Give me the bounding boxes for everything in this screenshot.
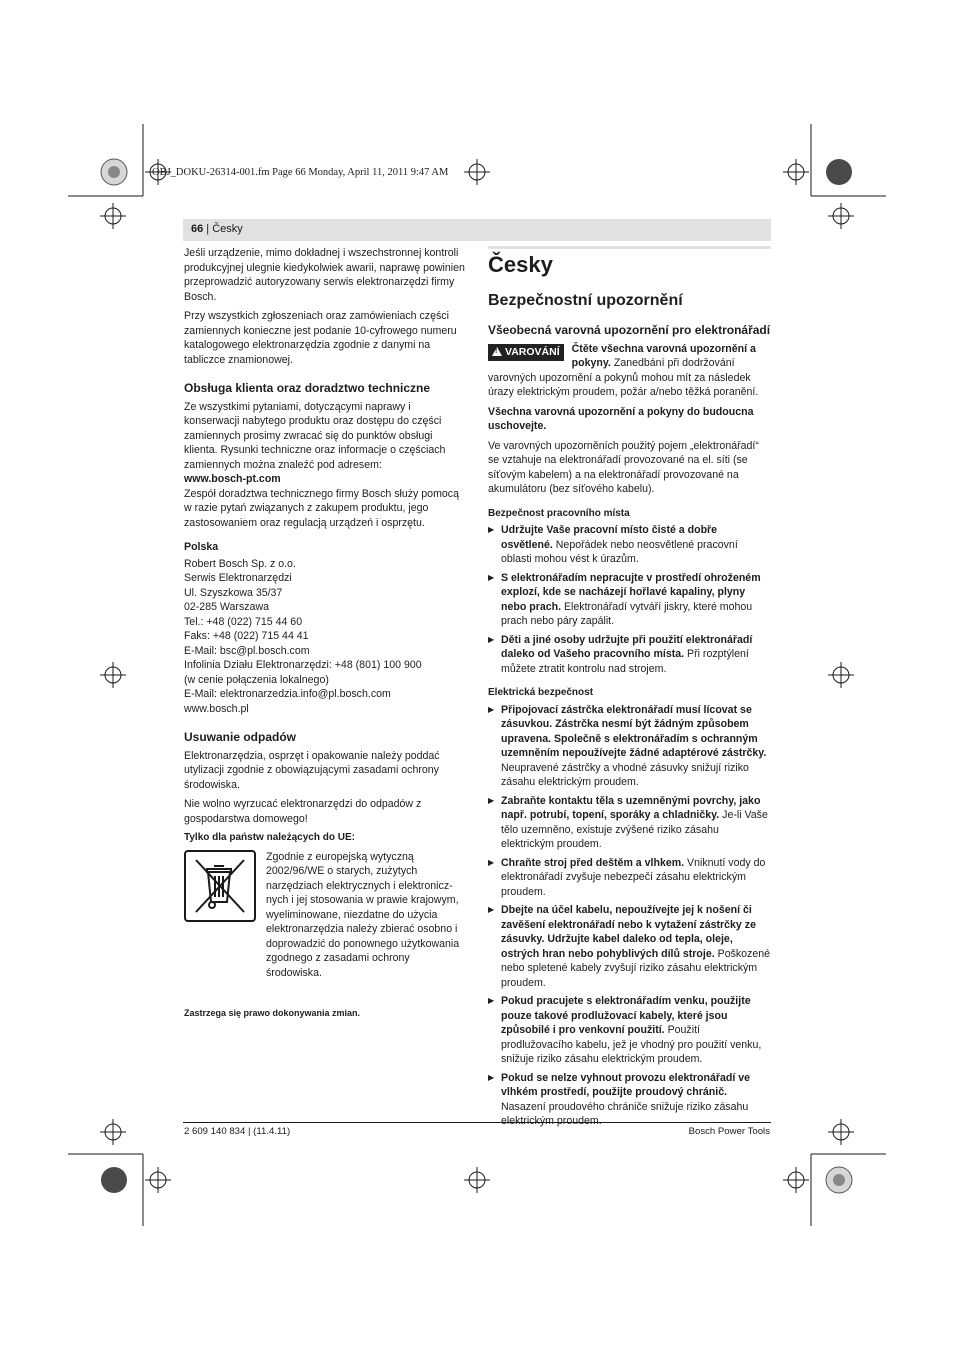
repair-paragraph: Jeśli urządzenie, mimo dokładnej i wszechstronnej kontroli produkcyjnej ulegnie kiedykolwiek awarii, naprawę powinien przeprowadzić autoryzowany serwis elektronarzędzi firmy Bosch. — [184, 247, 465, 303]
term-paragraph: Ve varovných upozorněních použitý pojem „elektronářadí“ se vztahuje na elektronářadí provozované na el. síti (se síťovým kabelem) a na elektronářadí provozované na akumulátoru (bez síťového kabelu). — [488, 439, 759, 495]
footer-divider — [183, 1122, 771, 1123]
address-line: Infolinia Działu Elektronarzędzi: +48 (801) 100 900 — [184, 659, 422, 671]
safety-heading: Bezpečnostní upozornění — [488, 292, 683, 309]
address-line: (w cenie połączenia lokalnego) — [184, 673, 329, 686]
warning-triangle-icon — [492, 347, 502, 356]
item-bold: Zabraňte kontaktu těla s uzemněnými povrchy, jako např. potrubí, topení, sporáky a chladničky. — [501, 794, 761, 821]
footer-brand: Bosch Power Tools — [688, 1126, 770, 1137]
section-title: Česky — [488, 252, 553, 277]
warning-paragraph — [488, 342, 771, 400]
weee-section — [184, 850, 466, 981]
list-item — [488, 1071, 771, 1129]
list-item — [488, 523, 771, 567]
keep-instructions: Všechna varovná upozornění a pokyny do budoucna uschovejte. — [488, 405, 754, 432]
item-bold: Připojovací zástrčka elektronářadí musí lícovat se zásuvkou. Zástrčka nesmí být žádným způsobem upravena. Společně s elektronářadím s ochranným uzemněním nepoužívejte žádné adaptérové zástrčky. — [501, 703, 767, 759]
country-heading: Polska — [184, 541, 219, 553]
address-line: Serwis Elektronarzędzi — [184, 572, 292, 584]
section-title-wrap — [488, 246, 771, 279]
item-text: Elektronářadí vytváří jiskry, které mohou prach nebo páry zapálit. — [501, 600, 753, 627]
header-text — [191, 223, 243, 235]
work-area-list — [488, 523, 771, 676]
list-item — [488, 794, 771, 852]
electrical-heading: Elektrická bezpečnost — [488, 687, 594, 698]
address-line: Faks: +48 (022) 715 44 41 — [184, 630, 309, 642]
disposal-heading: Usuwanie odpadów — [184, 730, 297, 744]
warning-label: VAROVÁNÍ — [505, 345, 560, 358]
disposal-paragraph: Elektronarzędzia, osprzęt i opakowanie należy poddać utylizacji zgodnie z obowiązującymi zasadami ochrony środowiska. — [184, 749, 440, 791]
item-text: Nasazení proudového chrániče snižuje riziko zásahu elektrickým proudem. — [501, 1100, 749, 1127]
header-separator: | — [203, 223, 213, 235]
warning-bold: Čtěte všechna varovná upozornění a pokyny. — [571, 342, 756, 369]
general-warnings-heading: Všeobecná varovná upozornění pro elektronářadí — [488, 323, 771, 337]
item-bold: Pokud se nelze vyhnout provozu elektronářadí ve vlhkém prostředí, použijte proudový chránič. — [501, 1071, 751, 1098]
item-text: Poškozené nebo spletené kabely zvyšují riziko zásahu elektrickým proudem. — [501, 947, 771, 989]
service-url[interactable]: www.bosch-pt.com — [184, 473, 281, 485]
list-item — [488, 856, 771, 900]
item-bold: Chraňte stroj před deštěm a vlhkem. — [501, 856, 685, 869]
list-item — [488, 571, 771, 629]
list-item — [488, 703, 771, 790]
address-line: 02-285 Warszawa — [184, 601, 269, 613]
address-line: Robert Bosch Sp. z o.o. — [184, 557, 296, 570]
item-bold: Pokud pracujete s elektronářadím venku, použijte pouze takové prodlužovací kabely, které jsou způsobilé i pro venkovní použití. — [501, 995, 751, 1036]
address-line: Ul. Szyszkowa 35/37 — [184, 586, 283, 599]
address-block — [184, 557, 466, 717]
address-line: www.bosch.pl — [184, 702, 249, 715]
header-language: Česky — [212, 223, 243, 235]
order-paragraph: Przy wszystkich zgłoszeniach oraz zamówieniach części zamiennych konieczne jest podanie 10-cyfrowego numeru katalogowego elektronarzędzia zgodnie z danymi na tabliczce znamionowej. — [184, 310, 457, 366]
item-bold: Děti a jiné osoby udržujte při použití elektronářadí daleko od Vašeho pracovního místa. — [501, 633, 753, 660]
right-column — [488, 246, 771, 1133]
item-text: Je-li Vaše tělo uzemněno, existuje zvýšené riziko zásahu elektrickým proudem. — [501, 809, 768, 850]
list-item — [488, 633, 771, 677]
item-text: Neupravené zástrčky a vhodné zásuvky snižují riziko zásahu elektrickým proudem. — [501, 761, 749, 788]
weee-text: Zgodnie z europejską wytyczną 2002/96/WE o starych, zużytych narzędziach elektrycznych i elektronicz-nych i jej stosowania w prawie krajowym, wyeliminowane, niezdatne do użycia elektronarzędzia należy zbierać osobno i doprowadzić do ponownego użytkowania zgodnego z zasadami ochrony środowiska. — [266, 850, 460, 979]
list-item — [488, 994, 771, 1067]
reserve-notice: Zastrzega się prawo dokonywania zmian. — [184, 1008, 361, 1018]
page-header — [183, 219, 771, 241]
list-item — [488, 903, 771, 990]
address-line: Tel.: +48 (022) 715 44 60 — [184, 615, 303, 628]
item-text: Použití prodlužovacího kabelu, jež je vhodný pro použití venku, snižuje riziko zásahu elektrickým proudem. — [501, 1024, 762, 1065]
crossed-out-wheeled-bin-icon — [184, 850, 256, 922]
page-number: 66 — [191, 223, 204, 235]
item-bold: S elektronářadím nepracujte v prostředí ohroženém explozí, kde se nacházejí hořlavé kapaliny, plyny nebo prach. — [501, 571, 761, 613]
left-column — [184, 246, 466, 1021]
address-line: E-Mail: bsc@pl.bosch.com — [184, 644, 310, 657]
service-heading: Obsługa klienta oraz doradztwo techniczne — [184, 381, 431, 395]
item-text: Vniknutí vody do elektronářadí zvyšuje nebezpečí zásahu elektrickým proudem. — [501, 856, 766, 898]
item-text: Nepořádek nebo neosvětlené pracovní oblasti mohou vést k úrazům. — [501, 538, 738, 565]
item-bold: Dbejte na účel kabelu, nepoužívejte jej k nošení či zavěšení elektronářadí nebo k vytažení zástrčky ze zásuvky. Udržujte kabel daleko od tepla, oleje, ostrých hran nebo pohyblivých dílů stroje. — [501, 904, 756, 960]
footer-doc-number: 2 609 140 834 | (11.4.11) — [184, 1126, 291, 1137]
work-area-heading: Bezpečnost pracovního místa — [488, 507, 630, 519]
team-paragraph: Zespół doradztwa technicznego firmy Bosch służy pomocą w razie pytań związanych z zakupem produktu, jego zastosowaniem oraz regulacją urządzeń i osprzętu. — [184, 487, 459, 529]
electrical-list — [488, 703, 771, 1129]
warning-rest: Zanedbání při dodržování varovných upozornění a pokynů mohou mít za následek úrazy elektrickým proudem, požár a/nebo těžká poranění. — [488, 357, 759, 398]
address-line: E-Mail: elektronarzedzia.info@pl.bosch.com — [184, 688, 391, 700]
warning-badge — [488, 344, 564, 361]
eu-only-label: Tylko dla państw należących do UE: — [184, 832, 355, 843]
service-paragraph: Ze wszystkimi pytaniami, dotyczącymi naprawy i konserwacji nabytego produktu oraz dostępu do części zamiennych prosimy zwracać się do punktów obsługi klienta. Rysunki techniczne oraz informacje o częściach zamiennych można znaleźć pod adresem: — [184, 400, 446, 471]
item-bold: Udržujte Vaše pracovní místo čisté a dobře osvětlené. — [501, 524, 718, 551]
disposal-warning: Nie wolno wyrzucać elektronarzędzi do odpadów z gospodarstwa domowego! — [184, 798, 422, 825]
item-text: Při rozptýlení můžete ztratit kontrolu nad strojem. — [501, 648, 749, 675]
print-info: OBJ_DOKU-26314-001.fm Page 66 Monday, April 11, 2011 9:47 AM — [152, 167, 449, 178]
